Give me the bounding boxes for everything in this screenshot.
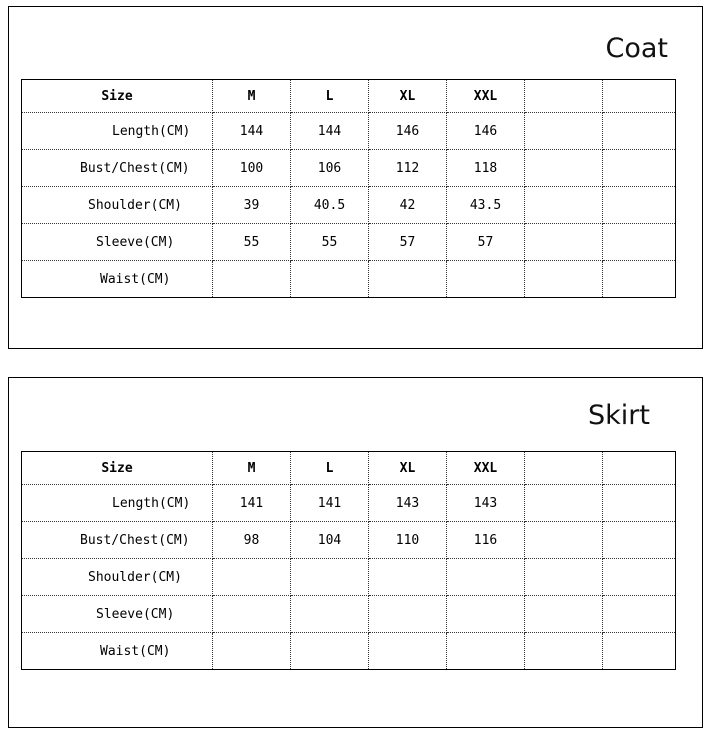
size-header-label: Size — [22, 452, 213, 485]
size-header-cell: XL — [369, 452, 447, 485]
size-header-cell — [603, 80, 676, 113]
measurement-value — [369, 596, 447, 633]
measurement-value — [369, 633, 447, 670]
measurement-label: Shoulder(CM) — [22, 187, 213, 224]
measurement-value — [447, 633, 525, 670]
measurement-label: Bust/Chest(CM) — [22, 150, 213, 187]
measurement-label: Sleeve(CM) — [22, 596, 213, 633]
size-header-cell: M — [213, 80, 291, 113]
size-header-row — [22, 452, 676, 485]
measurement-value: 112 — [369, 150, 447, 187]
size-header-cell — [525, 80, 603, 113]
measurement-value — [525, 522, 603, 559]
size-header-cell: XXL — [447, 452, 525, 485]
measurement-value — [603, 187, 676, 224]
size-header-cell: L — [291, 452, 369, 485]
measurement-value: 57 — [447, 224, 525, 261]
measurement-value: 143 — [369, 485, 447, 522]
measurement-row — [22, 522, 676, 559]
measurement-value: 55 — [291, 224, 369, 261]
skirt-size-table — [21, 451, 676, 670]
size-header-cell — [525, 452, 603, 485]
measurement-value: 39 — [213, 187, 291, 224]
measurement-value: 106 — [291, 150, 369, 187]
skirt-panel — [8, 377, 703, 728]
measurement-row — [22, 113, 676, 150]
measurement-value: 43.5 — [447, 187, 525, 224]
measurement-value — [291, 559, 369, 596]
coat-size-table — [21, 79, 676, 298]
measurement-row — [22, 596, 676, 633]
measurement-value — [291, 596, 369, 633]
measurement-label: Length(CM) — [22, 485, 213, 522]
measurement-value — [213, 261, 291, 298]
measurement-label: Shoulder(CM) — [22, 559, 213, 596]
measurement-value — [603, 559, 676, 596]
measurement-value: 104 — [291, 522, 369, 559]
measurement-value — [525, 113, 603, 150]
measurement-value — [369, 559, 447, 596]
size-header-cell — [603, 452, 676, 485]
measurement-value: 100 — [213, 150, 291, 187]
measurement-value — [525, 633, 603, 670]
coat-title: Coat — [605, 33, 668, 64]
measurement-value — [603, 261, 676, 298]
measurement-value: 118 — [447, 150, 525, 187]
measurement-row — [22, 633, 676, 670]
measurement-label: Waist(CM) — [22, 261, 213, 298]
measurement-value: 141 — [213, 485, 291, 522]
measurement-value — [369, 261, 447, 298]
coat-panel — [8, 6, 703, 349]
measurement-value — [525, 485, 603, 522]
skirt-title: Skirt — [588, 400, 650, 431]
measurement-value — [525, 261, 603, 298]
measurement-value — [603, 224, 676, 261]
size-header-label: Size — [22, 80, 213, 113]
measurement-value: 55 — [213, 224, 291, 261]
measurement-value — [603, 485, 676, 522]
measurement-value — [525, 224, 603, 261]
size-header-cell: M — [213, 452, 291, 485]
size-header-cell: XXL — [447, 80, 525, 113]
size-header-row — [22, 80, 676, 113]
measurement-value — [525, 150, 603, 187]
measurement-value: 143 — [447, 485, 525, 522]
measurement-value: 110 — [369, 522, 447, 559]
measurement-row — [22, 150, 676, 187]
measurement-value — [525, 596, 603, 633]
measurement-value: 146 — [369, 113, 447, 150]
measurement-value — [447, 596, 525, 633]
measurement-value — [603, 522, 676, 559]
measurement-value: 141 — [291, 485, 369, 522]
measurement-value: 144 — [291, 113, 369, 150]
measurement-value: 42 — [369, 187, 447, 224]
measurement-row — [22, 187, 676, 224]
measurement-value — [447, 559, 525, 596]
measurement-value — [291, 261, 369, 298]
measurement-value: 40.5 — [291, 187, 369, 224]
measurement-row — [22, 261, 676, 298]
measurement-value — [525, 559, 603, 596]
measurement-value — [603, 150, 676, 187]
measurement-value — [213, 596, 291, 633]
size-header-cell: L — [291, 80, 369, 113]
measurement-value — [447, 261, 525, 298]
measurement-value: 146 — [447, 113, 525, 150]
measurement-label: Bust/Chest(CM) — [22, 522, 213, 559]
measurement-value: 116 — [447, 522, 525, 559]
measurement-label: Sleeve(CM) — [22, 224, 213, 261]
measurement-value: 98 — [213, 522, 291, 559]
measurement-label: Length(CM) — [22, 113, 213, 150]
measurement-value — [603, 633, 676, 670]
measurement-value — [291, 633, 369, 670]
measurement-value — [213, 559, 291, 596]
measurement-value — [525, 187, 603, 224]
measurement-row — [22, 559, 676, 596]
measurement-row — [22, 224, 676, 261]
measurement-value — [603, 596, 676, 633]
measurement-row — [22, 485, 676, 522]
size-header-cell: XL — [369, 80, 447, 113]
measurement-value — [213, 633, 291, 670]
measurement-label: Waist(CM) — [22, 633, 213, 670]
measurement-value: 57 — [369, 224, 447, 261]
measurement-value: 144 — [213, 113, 291, 150]
measurement-value — [603, 113, 676, 150]
